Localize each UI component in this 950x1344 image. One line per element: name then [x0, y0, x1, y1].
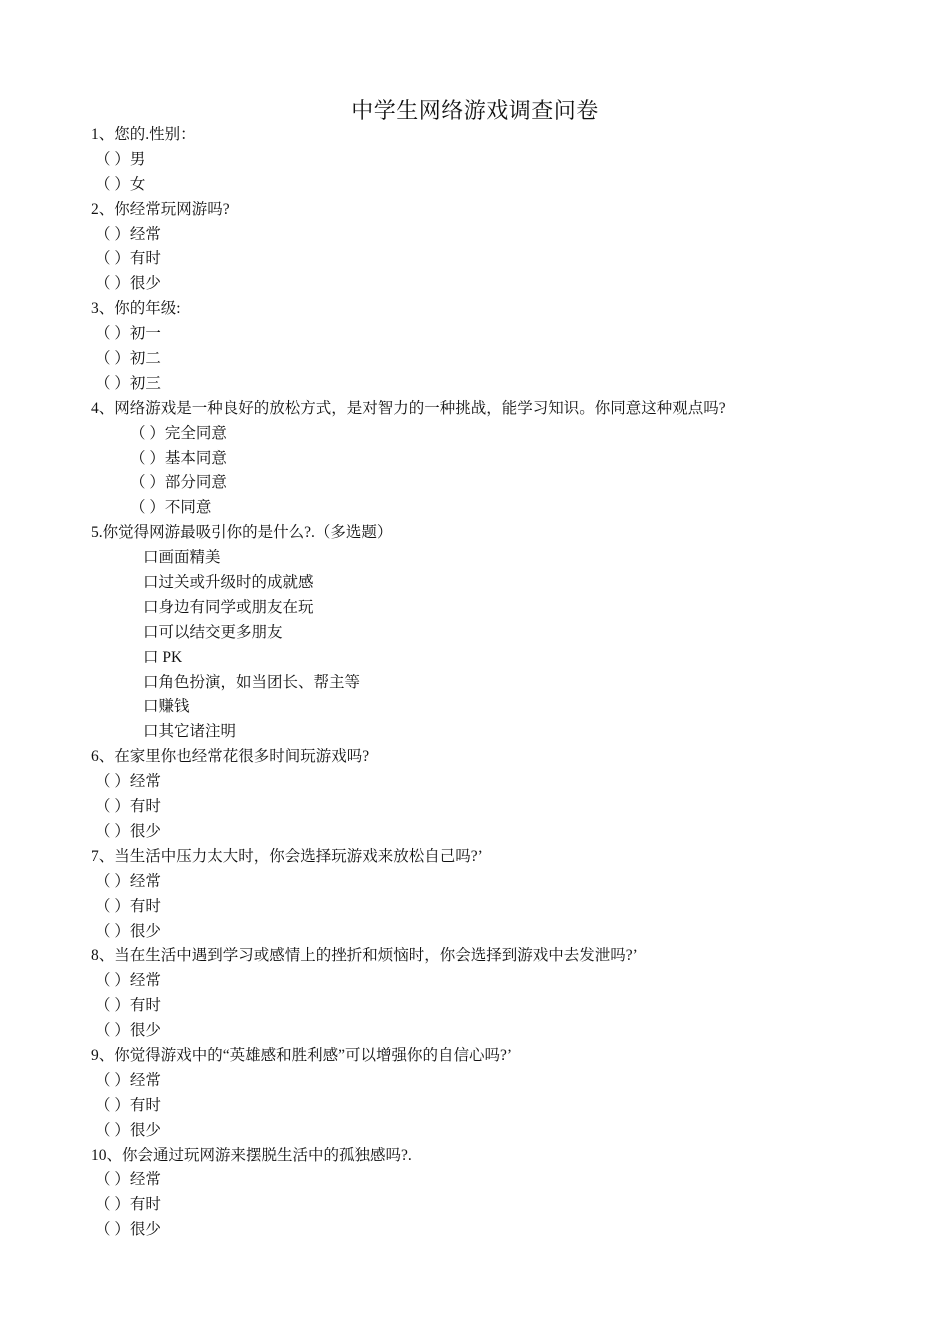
radio-option[interactable]: （ ）经常: [95, 1071, 161, 1089]
question-text: 1、您的.性别：: [91, 126, 196, 143]
radio-option[interactable]: （ ）女: [95, 175, 146, 193]
radio-option[interactable]: （ ）经常: [95, 773, 161, 791]
checkbox-option[interactable]: 口可以结交更多朋友: [143, 623, 283, 641]
question-text: 6、在家里你也经常花很多时间玩游戏吗?: [91, 748, 370, 766]
radio-option[interactable]: （ ）完全同意: [130, 424, 227, 442]
radio-option[interactable]: （ ）有时: [95, 1096, 161, 1114]
question-text: 9、你觉得游戏中的“英雄感和胜利感”可以增强你的自信心吗?’: [91, 1046, 513, 1064]
radio-option[interactable]: （ ）经常: [95, 1171, 161, 1189]
radio-option[interactable]: （ ）经常: [95, 225, 161, 243]
question-text: 5.你觉得网游最吸引你的是什么?.（多选题）: [91, 524, 393, 542]
radio-option[interactable]: （ ）部分同意: [130, 474, 227, 492]
radio-option[interactable]: （ ）有时: [95, 798, 161, 816]
radio-option[interactable]: （ ）很少: [95, 922, 161, 940]
radio-option[interactable]: （ ）很少: [95, 275, 161, 293]
question-text: 7、当生活中压力太大时，你会选择玩游戏来放松自己吗?’: [91, 847, 483, 865]
question-text: 4、网络游戏是一种良好的放松方式，是对智力的一种挑战，能学习知识。你同意这种观点吗?: [91, 399, 726, 417]
radio-option[interactable]: （ ）不同意: [130, 499, 212, 517]
checkbox-option[interactable]: 口角色扮演，如当团长、帮主等: [143, 673, 361, 691]
question-text: 2、你经常玩网游吗?: [91, 200, 230, 218]
radio-option[interactable]: （ ）初一: [95, 325, 161, 343]
radio-option[interactable]: （ ）经常: [95, 972, 161, 990]
checkbox-option[interactable]: 口其它诸注明: [143, 723, 237, 741]
checkbox-option[interactable]: 口过关或升级时的成就感: [143, 574, 314, 592]
checkbox-option[interactable]: 口 PK: [143, 648, 183, 666]
radio-option[interactable]: （ ）男: [95, 150, 146, 168]
radio-option[interactable]: （ ）很少: [95, 1221, 161, 1239]
checkbox-option[interactable]: 口赚钱: [143, 698, 190, 716]
radio-option[interactable]: （ ）初三: [95, 374, 161, 392]
radio-option[interactable]: （ ）有时: [95, 997, 161, 1015]
checkbox-option[interactable]: 口画面精美: [143, 549, 221, 567]
question-text: 3、你的年级:: [91, 300, 181, 318]
checkbox-option[interactable]: 口身边有同学或朋友在玩: [143, 598, 314, 616]
question-text: 8、当在生活中遇到学习或感情上的挫折和烦恼时，你会选择到游戏中去发泄吗?’: [91, 947, 638, 965]
radio-option[interactable]: （ ）有时: [95, 897, 161, 915]
radio-option[interactable]: （ ）有时: [95, 1196, 161, 1214]
radio-option[interactable]: （ ）经常: [95, 872, 161, 890]
radio-option[interactable]: （ ）很少: [95, 1022, 161, 1040]
radio-option[interactable]: （ ）很少: [95, 822, 161, 840]
questionnaire-body: [0, 123, 950, 1243]
radio-option[interactable]: （ ）有时: [95, 250, 161, 268]
radio-option[interactable]: （ ）基本同意: [130, 449, 227, 467]
page-title: 中学生网络游戏调查问卷: [351, 98, 599, 123]
question-text: 10、你会通过玩网游来摆脱生活中的孤独感吗?.: [91, 1146, 412, 1164]
radio-option[interactable]: （ ）很少: [95, 1121, 161, 1139]
radio-option[interactable]: （ ）初二: [95, 350, 161, 368]
